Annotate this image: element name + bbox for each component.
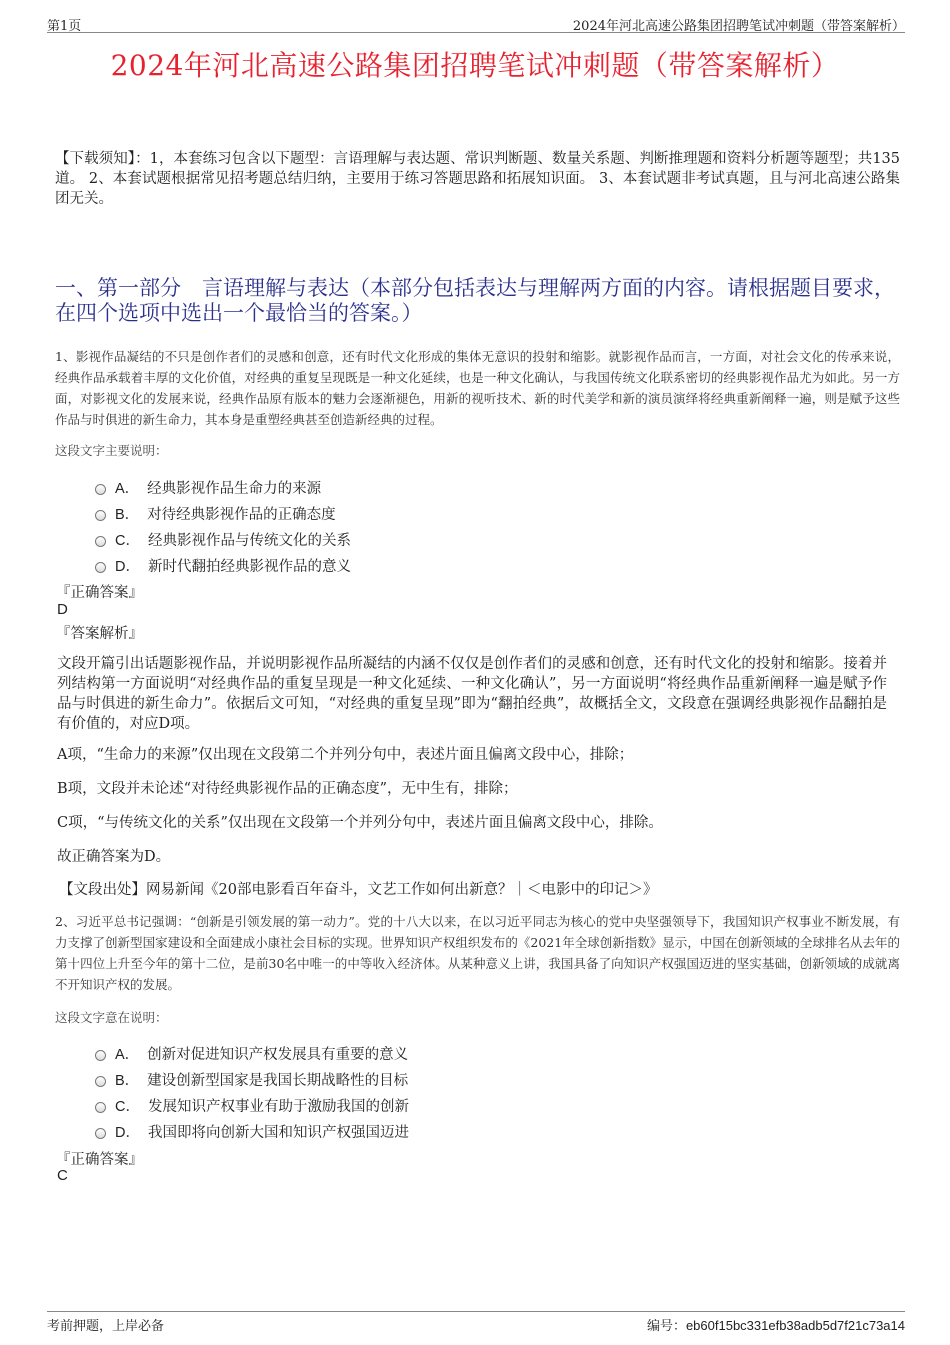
footer-code-label: 编号：	[646, 1319, 686, 1334]
option-letter: B．	[115, 1072, 140, 1089]
option-text: 发展知识产权事业有助于激励我国的创新	[147, 1098, 409, 1115]
question-2-passage: 2、习近平总书记强调：“创新是引领发展的第一动力”。党的十八大以来，在以习近平同志为核心的党中央坚强领导下，我国知识产权事业不断发展，有力支撑了创新型国家建设和全面建成小康社会目标的实现。世界知识产权组织发布的《2021年全球创新指数》显示，中国在创新领域的全球排名从去年的第十四位上升至今年的第十二位，是前30名中唯一的中等收入经济体。从某种意义上讲，我国具备了向知识产权强国迈进的坚实基础，创新领域的成就离不开知识产权的发展。	[55, 914, 900, 992]
page-number: 第1页	[47, 19, 82, 34]
question-2-answer: C	[57, 1167, 68, 1184]
option-letter: C．	[115, 532, 140, 549]
question-2-options	[95, 1040, 595, 1144]
option-text: 我国即将向创新大国和知识产权强国迈进	[147, 1124, 409, 1141]
option-letter: C．	[115, 1098, 140, 1115]
question-1-conclusion: 故正确答案为D。	[57, 849, 171, 865]
question-1-note-c: C项，“与传统文化的关系”仅出现在文段第一个并列分句中，表述片面且偏离文段中心，排除。	[57, 815, 663, 831]
radio-button-icon[interactable]	[95, 1102, 106, 1113]
option-text: 经典影视作品生命力的来源	[147, 480, 322, 497]
question-1-analysis: 文段开篇引出话题影视作品，并说明影视作品所凝结的内涵不仅仅是创作者们的灵感和创意，还有时代文化的投射和缩影。接着并列结构第一方面说明“对经典作品的重复呈现是一种文化延续、一种文化确认”，另一方面说明“将经典作品重新阐释一遍是赋予作品与时俱进的新生命力”。依据后文可知，“对经典的重复呈现”即为“翻拍经典”，故概括全文，文段意在强调经典影视作品翻拍是有价值的，对应D项。	[57, 656, 887, 732]
question-1-option-b[interactable]	[95, 500, 595, 526]
option-letter: D．	[115, 558, 140, 575]
question-1-note-b: B项，文段并未论述“对待经典影视作品的正确态度”，无中生有，排除；	[57, 781, 518, 797]
download-notice: 【下载须知】：1，本套练习包含以下题型：言语理解与表达题、常识判断题、数量关系题、判断推理题和资料分析题等题型；共135道。 2、本套试题根据常见招考题总结归纳，主要用于练习答题思路和拓展知识面。 3、本套试题非考试真题，且与河北高速公路集团无关。	[55, 151, 900, 207]
radio-button-icon[interactable]	[95, 510, 106, 521]
footer-code-value: eb60f15bc331efb38adb5d7f21c73a14	[685, 1318, 905, 1333]
footer-code	[647, 1315, 905, 1334]
page-header	[47, 13, 905, 33]
question-1-source: 【文段出处】网易新闻《20部电影看百年奋斗，文艺工作如何出新意？｜＜电影中的印记＞》	[59, 882, 658, 898]
radio-button-icon[interactable]	[95, 484, 106, 495]
question-1-note-a: A项，“生命力的来源”仅出现在文段第二个并列分句中，表述片面且偏离文段中心，排除；	[57, 747, 634, 763]
option-letter: B．	[115, 506, 140, 523]
question-1-passage: 1、影视作品凝结的不只是创作者们的灵感和创意，还有时代文化形成的集体无意识的投射和缩影。就影视作品而言，一方面，对社会文化的传承来说，经典作品承载着丰厚的文化价值，对经典的重复呈现既是一种文化延续，也是一种文化确认，与我国传统文化联系密切的经典影视作品尤为如此。另一方面，对影视文化的发展来说，经典作品原有版本的魅力会逐渐褪色，用新的视听技术、新的时代美学和新的演员演绎将经典重新阐释一遍，则是赋予这些作品与时俱进的新生命力，其本身是重塑经典甚至创造新经典的过程。	[55, 349, 900, 427]
radio-button-icon[interactable]	[95, 1076, 106, 1087]
question-2-option-b[interactable]	[95, 1066, 595, 1092]
question-1-option-c[interactable]	[95, 526, 595, 552]
question-2-option-c[interactable]	[95, 1092, 595, 1118]
option-text: 创新对促进知识产权发展具有重要的意义	[147, 1046, 409, 1063]
question-1-option-d[interactable]	[95, 552, 595, 578]
footer-slogan: 考前押题，上岸必备	[47, 1319, 165, 1334]
option-text: 建设创新型国家是我国长期战略性的目标	[147, 1072, 409, 1089]
document-title: 2024年河北高速公路集团招聘笔试冲刺题（带答案解析）	[110, 49, 840, 82]
radio-button-icon[interactable]	[95, 1050, 106, 1061]
option-text: 经典影视作品与传统文化的关系	[147, 532, 351, 549]
radio-button-icon[interactable]	[95, 536, 106, 547]
question-2-option-d[interactable]	[95, 1118, 595, 1144]
option-letter: A．	[115, 1046, 140, 1063]
question-2-stem: 这段文字意在说明：	[55, 1010, 168, 1025]
radio-button-icon[interactable]	[95, 1128, 106, 1139]
option-letter: A．	[115, 480, 140, 497]
question-1-stem: 这段文字主要说明：	[55, 443, 168, 458]
radio-button-icon[interactable]	[95, 562, 106, 573]
question-2-option-a[interactable]	[95, 1040, 595, 1066]
question-1-options	[95, 474, 595, 578]
question-1-answer-label: 『正确答案』	[56, 585, 143, 601]
page-footer	[47, 1311, 905, 1335]
question-1-answer: D	[57, 601, 68, 618]
question-2-answer-label: 『正确答案』	[56, 1152, 143, 1168]
option-text: 新时代翻拍经典影视作品的意义	[147, 558, 351, 575]
header-doc-title: 2024年河北高速公路集团招聘笔试冲刺题（带答案解析）	[572, 19, 905, 34]
question-1-option-a[interactable]	[95, 474, 595, 500]
section-heading: 一、第一部分 言语理解与表达（本部分包括表达与理解两方面的内容。请根据题目要求，在四个选项中选出一个最恰当的答案。）	[55, 276, 895, 325]
option-letter: D．	[115, 1124, 140, 1141]
option-text: 对待经典影视作品的正确态度	[147, 506, 336, 523]
question-1-analysis-label: 『答案解析』	[56, 626, 143, 642]
